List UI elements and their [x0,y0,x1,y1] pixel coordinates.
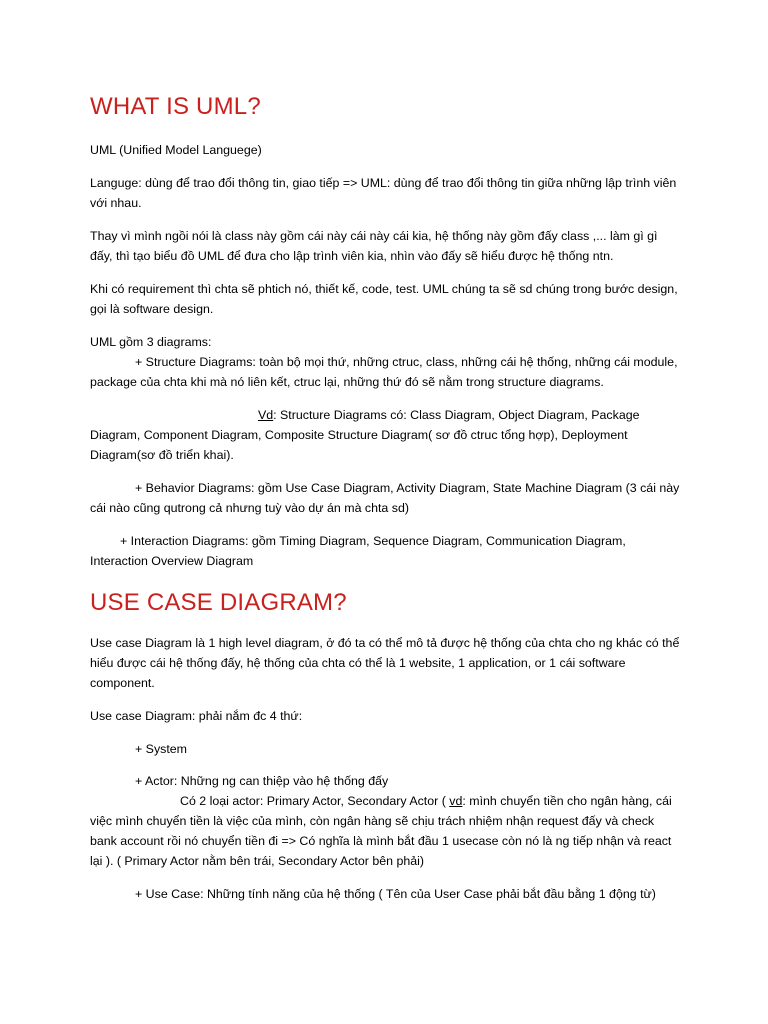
heading-what-is-uml: WHAT IS UML? [90,93,261,120]
paragraph-interaction-diagrams: + Interaction Diagrams: gồm Timing Diagram, Sequence Diagram, Communication Diagram, Interaction Overview Diagram [90,534,626,568]
document-body [90,92,682,904]
paragraph-language: Languge: dùng để trao đổi thông tin, giao tiếp => UML: dùng để trao đổi thông tin giữa những lập trình viên với nhau. [90,176,677,210]
paragraph-structure-examples [90,405,682,465]
paragraph-instead-of: Thay vì mình ngồi nói là class này gồm cái này cái này cái kia, hệ thống này gồm đấy class ,... làm gì gì đấy, thì tạo biểu đồ UML để đưa cho lập trình viên kia, nhìn vào đấy sẽ hiểu được hệ thống ntn. [90,229,658,263]
paragraph-requirement: Khi có requirement thì chta sẽ phtich nó, thiết kế, code, test. UML chúng ta sẽ sd chúng trong bước design, gọi là software design. [90,282,678,316]
actor-types-text-b: : mình chuyển tiền cho ngân hàng, cái việc mình chuyển tiền là việc của mình, còn ngân hàng sẽ chịu trách nhiệm nhận request đấy và check bank account rồi nó chuyển tiền đi => Có nghĩa là mình bắt đầu 1 usecase còn nó là ng tiếp nhận và react lại ). ( Primary Actor nằm bên trái, Secondary Actor bên phải) [90,794,672,868]
structure-diagrams-text: + Structure Diagrams: toàn bộ mọi thứ, những ctruc, class, những cái hệ thống, những cái module, package của chta khi mà nó liên kết, ctruc lại, những thứ đó sẽ nằm trong structure diagrams. [90,355,678,389]
paragraph-uml-3-diagrams: UML gồm 3 diagrams: [90,335,212,349]
vd-label: Vd [258,408,274,422]
item-actor: + Actor: Những ng can thiệp vào hệ thống đấy [135,774,389,788]
actor-types-text-a: Có 2 loại actor: Primary Actor, Secondary Actor ( [180,794,450,808]
paragraph-behavior-diagrams: + Behavior Diagrams: gồm Use Case Diagram, Activity Diagram, State Machine Diagram (3 cái này cái nào cũng qutrong cả nhưng tuỳ vào dự án mà chta sd) [90,481,680,515]
item-system: + System [135,742,187,756]
structure-examples-text: : Structure Diagrams có: Class Diagram, Object Diagram, Package Diagram, Component Diagram, Composite Structure Diagram( sơ đồ ctruc tổng hợp), Deployment Diagram(sơ đồ triển khai). [90,408,640,462]
paragraph-use-case-4-things: Use case Diagram: phải nắm đc 4 thứ: [90,709,303,723]
heading-use-case-diagram: USE CASE DIAGRAM? [90,589,347,616]
paragraph-uml-definition: UML (Unified Model Languege) [90,143,262,157]
paragraph-use-case-intro: Use case Diagram là 1 high level diagram, ở đó ta có thể mô tả được hệ thống của chta cho ng khác có thể hiểu được cái hệ thống đấy, hệ thống của chta có thể là 1 website, 1 application, or 1 cái software component. [90,636,680,690]
item-use-case: + Use Case: Những tính năng của hệ thống ( Tên của User Case phải bắt đầu bằng 1 động từ) [135,887,656,901]
vd-label-2: vd [449,794,463,808]
paragraph-structure-diagrams [90,352,682,392]
paragraph-actor-types [90,791,682,871]
